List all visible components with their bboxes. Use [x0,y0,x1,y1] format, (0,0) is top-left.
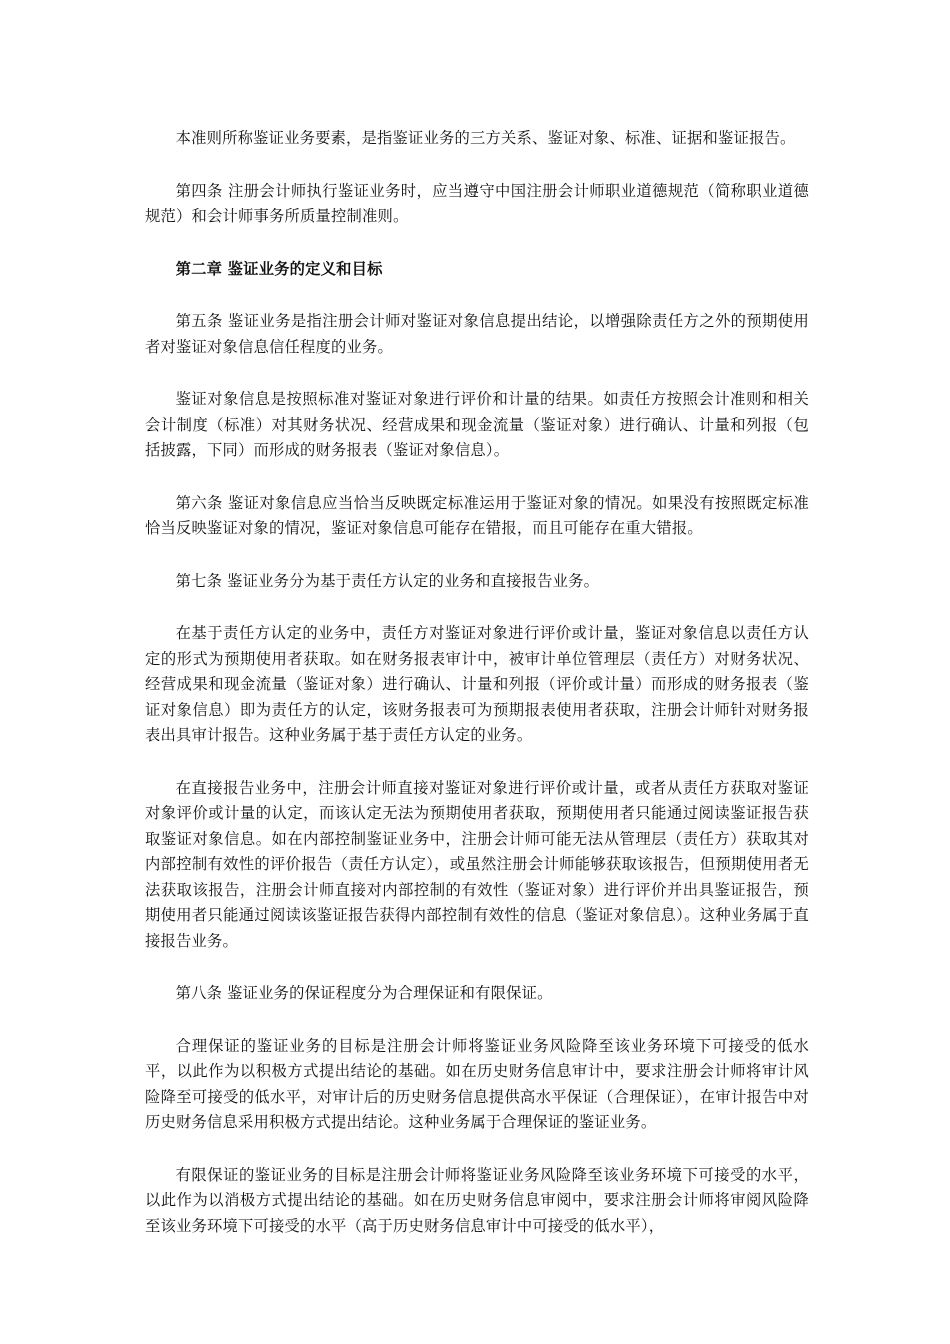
paragraph-reasonable-assurance: 合理保证的鉴证业务的目标是注册会计师将鉴证业务风险降至该业务环境下可接受的低水平，以此作为以积极方式提出结论的基础。如在历史财务信息审计中，要求注册会计师将审计风险降至可接受的低水平，对审计后的历史财务信息提供高水平保证（合理保证），在审计报告中对历史财务信息采用积极方式提出结论。这种业务属于合理保证的鉴证业务。 [145,1036,809,1131]
paragraph-elements-definition: 本准则所称鉴证业务要素，是指鉴证业务的三方关系、鉴证对象、标准、证据和鉴证报告。 [175,129,796,147]
paragraph-article-8: 第八条 鉴证业务的保证程度分为合理保证和有限保证。 [175,984,553,1002]
paragraph-article-5: 第五条 鉴证业务是指注册会计师对鉴证对象信息提出结论，以增强除责任方之外的预期使用者对鉴证对象信息信任程度的业务。 [145,312,809,356]
document-page [145,126,809,1266]
paragraph-subject-info: 鉴证对象信息是按照标准对鉴证对象进行评价和计量的结果。如责任方按照会计准则和相关会计制度（标准）对其财务状况、经营成果和现金流量（鉴证对象）进行确认、计量和列报（包括披露，下同）而形成的财务报表（鉴证对象信息）。 [145,390,809,459]
paragraph-limited-assurance: 有限保证的鉴证业务的目标是注册会计师将鉴证业务风险降至该业务环境下可接受的水平，以此作为以消极方式提出结论的基础。如在历史财务信息审阅中，要求注册会计师将审阅风险降至该业务环境下可接受的水平（高于历史财务信息审计中可接受的低水平）， [145,1165,809,1235]
paragraph-article-7: 第七条 鉴证业务分为基于责任方认定的业务和直接报告业务。 [175,571,600,590]
paragraph-direct-reporting: 在直接报告业务中，注册会计师直接对鉴证对象进行评价或计量，或者从责任方获取对鉴证对象评价或计量的认定，而该认定无法为预期使用者获取，预期使用者只能通过阅读鉴证报告获取鉴证对象信息。如在内部控制鉴证业务中，注册会计师可能无法从管理层（责任方）获取其对内部控制有效性的评价报告（责任方认定），或虽然注册会计师能够获取该报告，但预期使用者无法获取该报告，注册会计师直接对内部控制的有效性（鉴证对象）进行评价并出具鉴证报告，预期使用者只能通过阅读该鉴证报告获得内部控制有效性的信息（鉴证对象信息）。这种业务属于直接报告业务。 [145,778,809,950]
chapter-2-heading: 第二章 鉴证业务的定义和目标 [175,259,383,278]
paragraph-assertion-based: 在基于责任方认定的业务中，责任方对鉴证对象进行评价或计量，鉴证对象信息以责任方认定的形式为预期使用者获取。如在财务报表审计中，被审计单位管理层（责任方）对财务状况、经营成果和现金流量（鉴证对象）进行确认、计量和列报（评价或计量）而形成的财务报表（鉴证对象信息）即为责任方的认定，该财务报表可为预期报表使用者获取，注册会计师针对财务报表出具审计报告。这种业务属于基于责任方认定的业务。 [145,624,809,744]
paragraph-article-6: 第六条 鉴证对象信息应当恰当反映既定标准运用于鉴证对象的情况。如果没有按照既定标准恰当反映鉴证对象的情况，鉴证对象信息可能存在错报，而且可能存在重大错报。 [145,493,809,537]
paragraph-article-4: 第四条 注册会计师执行鉴证业务时，应当遵守中国注册会计师职业道德规范（简称职业道德规范）和会计师事务所质量控制准则。 [145,181,809,225]
